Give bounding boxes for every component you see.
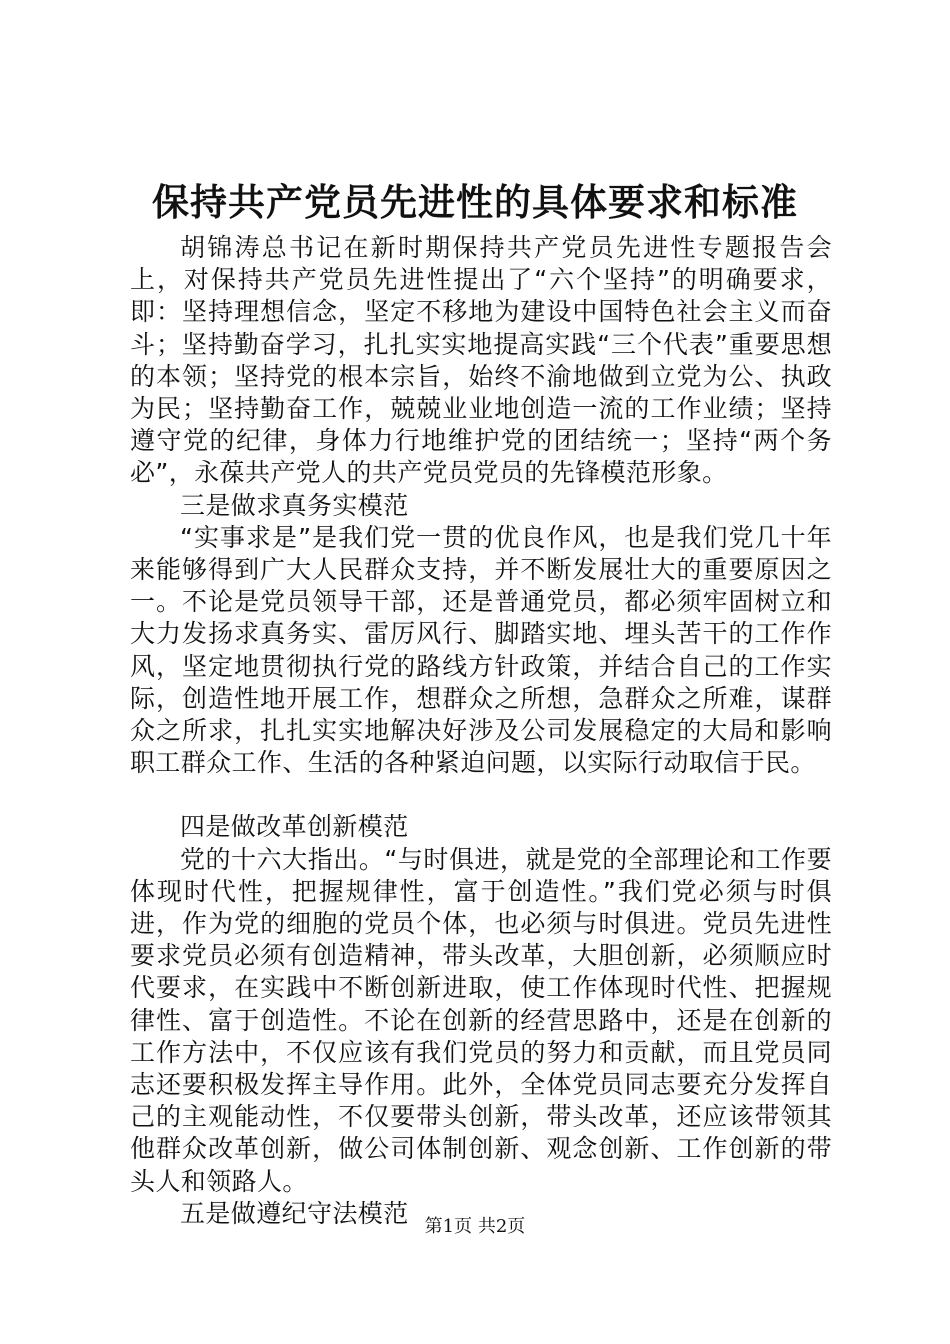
- paragraph-gap: [130, 779, 832, 811]
- document-body: [130, 232, 832, 1230]
- document-title: 保持共产党员先进性的具体要求和标准: [152, 180, 798, 224]
- page-footer: 第1页 共2页: [424, 1216, 526, 1237]
- paragraph-section-3: “实事求是”是我们党一贯的优良作风，也是我们党几十年来能够得到广大人民群众支持，并不断发展壮大的重要原因之一。不论是党员领导干部，还是普通党员，都必须牢固树立和大力发扬求真务实、雷厉风行、脚踏实地、埋头苦干的工作作风，坚定地贯彻执行党的路线方针政策，并结合自己的工作实际，创造性地开展工作，想群众之所想，急群众之所难，谋群众之所求，扎扎实实地解决好涉及公司发展稳定的大局和影响职工群众工作、生活的各种紧迫问题，以实际行动取信于民。: [130, 522, 832, 778]
- paragraph-section-4: 党的十六大指出。“与时俱进，就是党的全部理论和工作要体现时代性，把握规律性，富于创造性。”我们党必须与时俱进，作为党的细胞的党员个体，也必须与时俱进。党员先进性要求党员必须有创造精神，带头改革，大胆创新，必须顺应时代要求，在实践中不断创新进取，使工作体现时代性、把握规律性、富于创造性。不论在创新的经营思路中，还是在创新的工作方法中，不仅应该有我们党员的努力和贡献，而且党员同志还要积极发挥主导作用。此外，全体党员同志要充分发挥自己的主观能动性，不仅要带头创新，带头改革，还应该带领其他群众改革创新，做公司体制创新、观念创新、工作创新的带头人和领路人。: [130, 844, 832, 1196]
- paragraph-intro: 胡锦涛总书记在新时期保持共产党员先进性专题报告会上，对保持共产党员先进性提出了“六个坚持”的明确要求，即：坚持理想信念，坚定不移地为建设中国特色社会主义而奋斗；坚持勤奋学习，扎扎实实地提高实践“三个代表”重要思想的本领；坚持党的根本宗旨，始终不渝地做到立党为公、执政为民；坚持勤奋工作，兢兢业业地创造一流的工作业绩；坚持遵守党的纪律，身体力行地维护党的团结统一；坚持“两个务必”，永葆共产党人的共产党员党员的先锋模范形象。: [130, 233, 832, 488]
- section-heading-3: 三是做求真务实模范: [180, 490, 409, 520]
- section-heading-4: 四是做改革创新模范: [180, 812, 409, 842]
- section-heading-5: 五是做遵纪守法模范: [180, 1198, 409, 1228]
